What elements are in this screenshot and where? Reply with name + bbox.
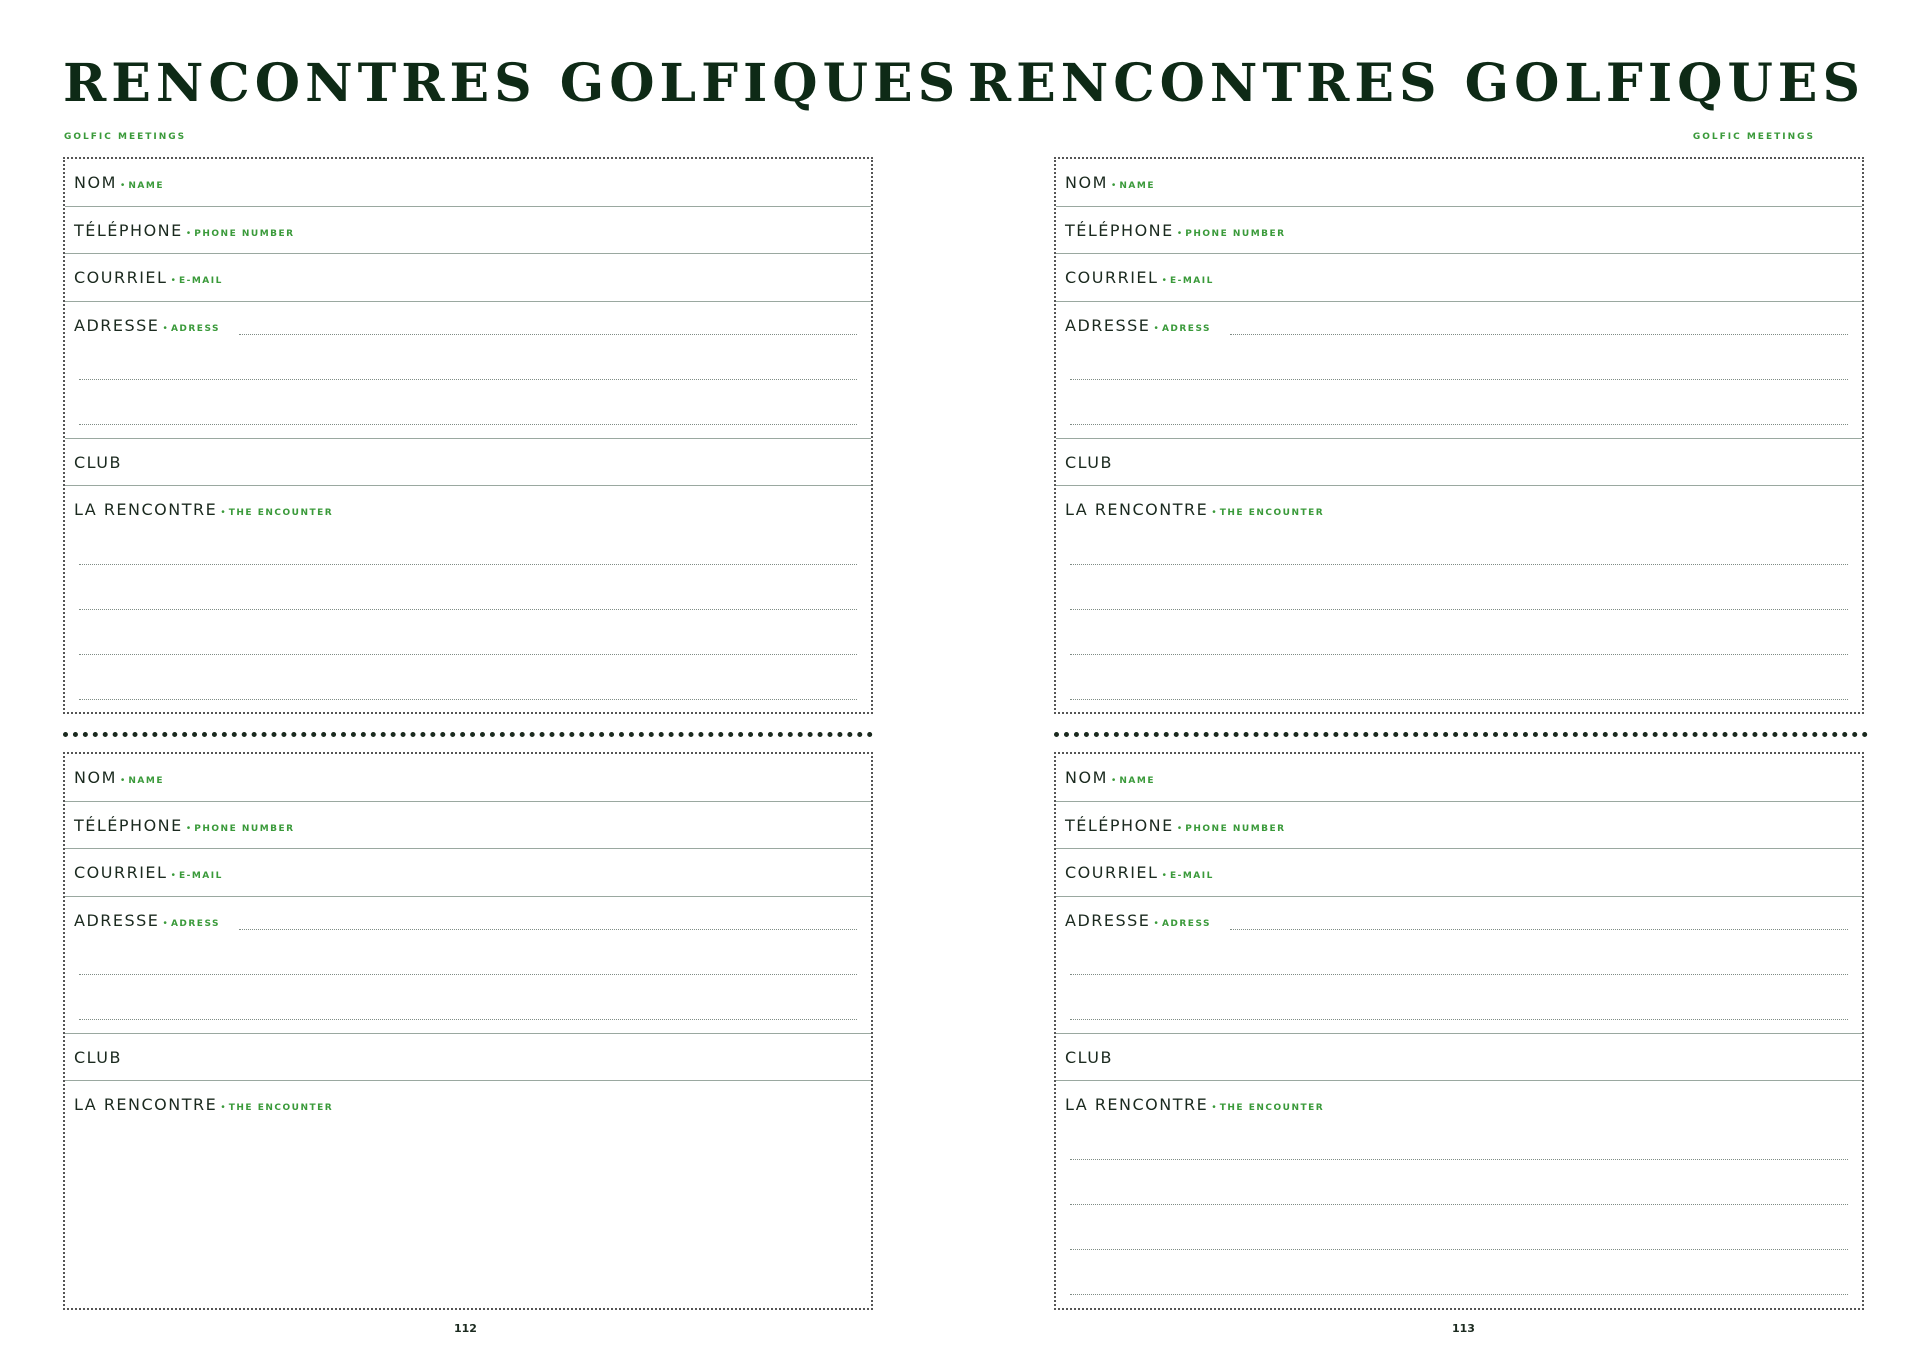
phone-label: TÉLÉPHONE	[74, 815, 183, 835]
encounter-field[interactable]	[65, 486, 871, 715]
address-line[interactable]	[1230, 929, 1848, 930]
encounter-field[interactable]	[1056, 1081, 1862, 1310]
name-field[interactable]	[65, 159, 871, 207]
encounter-line[interactable]	[79, 564, 857, 565]
page-number: 113	[1452, 1322, 1475, 1335]
label-separator: •	[1212, 1102, 1216, 1113]
label-separator: •	[1111, 180, 1116, 191]
address-label: ADRESSE	[1065, 910, 1151, 930]
label-separator: •	[171, 275, 175, 286]
encounter-line[interactable]	[1070, 1249, 1848, 1250]
club-field[interactable]	[65, 439, 871, 487]
page-subtitle: GOLFIC MEETINGS	[64, 132, 187, 142]
name-field[interactable]	[1056, 159, 1862, 207]
email-label-en: E-MAIL	[1169, 276, 1214, 286]
club-label: CLUB	[74, 1047, 122, 1067]
label-separator: •	[163, 917, 167, 929]
address-line[interactable]	[79, 379, 857, 380]
address-line[interactable]	[1070, 379, 1848, 380]
label-separator: •	[1212, 507, 1216, 518]
phone-label-en: PHONE NUMBER	[194, 823, 295, 834]
encounter-field[interactable]	[1056, 486, 1862, 715]
name-field[interactable]	[65, 754, 871, 802]
address-label: ADRESSE	[74, 315, 160, 335]
label-separator: •	[1162, 870, 1166, 881]
phone-label-en: PHONE NUMBER	[194, 228, 295, 239]
encounter-line[interactable]	[1070, 654, 1848, 655]
phone-label-en: PHONE NUMBER	[1185, 228, 1286, 239]
address-label: ADRESSE	[74, 910, 160, 930]
club-field[interactable]	[1056, 1034, 1862, 1082]
address-line[interactable]	[1230, 334, 1848, 335]
address-field[interactable]	[65, 302, 871, 439]
label-separator: •	[171, 870, 175, 881]
label-separator: •	[1177, 822, 1182, 834]
label-separator: •	[1111, 775, 1116, 786]
encounter-label-en: THE ENCOUNTER	[228, 1103, 334, 1113]
phone-field[interactable]	[65, 802, 871, 850]
phone-label: TÉLÉPHONE	[1065, 220, 1174, 240]
address-label-en: ADRESS	[170, 323, 221, 334]
label-separator: •	[1154, 322, 1158, 334]
email-label: COURRIEL	[74, 863, 168, 882]
name-label-en: NAME	[128, 776, 164, 786]
name-label: NOM	[1065, 768, 1108, 787]
address-line[interactable]	[1070, 1019, 1848, 1020]
address-field[interactable]	[1056, 302, 1862, 439]
contact-card	[63, 157, 873, 714]
encounter-label: LA RENCONTRE	[1065, 500, 1209, 519]
encounter-label-en: THE ENCOUNTER	[1219, 508, 1325, 518]
address-line[interactable]	[1070, 974, 1848, 975]
right-page	[960, 0, 1920, 1362]
contact-card	[1054, 752, 1864, 1310]
encounter-line[interactable]	[1070, 699, 1848, 700]
section-divider	[63, 732, 873, 737]
email-field[interactable]	[1056, 254, 1862, 302]
email-field[interactable]	[65, 254, 871, 302]
phone-label: TÉLÉPHONE	[74, 220, 183, 240]
label-separator: •	[163, 322, 167, 334]
encounter-line[interactable]	[1070, 1294, 1848, 1295]
email-label: COURRIEL	[74, 268, 168, 287]
phone-field[interactable]	[1056, 802, 1862, 850]
encounter-line[interactable]	[1070, 609, 1848, 610]
email-label-en: E-MAIL	[1169, 871, 1214, 881]
address-line[interactable]	[239, 334, 857, 335]
phone-field[interactable]	[1056, 207, 1862, 255]
label-separator: •	[1154, 917, 1158, 929]
encounter-label-en: THE ENCOUNTER	[1219, 1103, 1325, 1113]
email-field[interactable]	[1056, 849, 1862, 897]
name-label-en: NAME	[128, 181, 164, 191]
club-label: CLUB	[74, 452, 122, 472]
address-line[interactable]	[79, 974, 857, 975]
name-field[interactable]	[1056, 754, 1862, 802]
page-subtitle: GOLFIC MEETINGS	[1692, 132, 1815, 142]
club-field[interactable]	[65, 1034, 871, 1082]
page-number: 112	[454, 1322, 477, 1335]
encounter-line[interactable]	[1070, 1204, 1848, 1205]
encounter-label: LA RENCONTRE	[74, 500, 218, 519]
address-line[interactable]	[1070, 424, 1848, 425]
club-label: CLUB	[1065, 452, 1113, 472]
page-title: RENCONTRES GOLFIQUES	[967, 53, 1865, 114]
encounter-label: LA RENCONTRE	[74, 1095, 218, 1114]
address-field[interactable]	[1056, 897, 1862, 1034]
address-line[interactable]	[79, 424, 857, 425]
label-separator: •	[221, 1102, 225, 1113]
phone-label: TÉLÉPHONE	[1065, 815, 1174, 835]
encounter-label-en: THE ENCOUNTER	[228, 508, 334, 518]
email-label-en: E-MAIL	[178, 871, 223, 881]
address-label-en: ADRESS	[1161, 918, 1212, 929]
encounter-line[interactable]	[79, 609, 857, 610]
address-label: ADRESSE	[1065, 315, 1151, 335]
contact-card	[1054, 157, 1864, 714]
email-label-en: E-MAIL	[178, 276, 223, 286]
address-line[interactable]	[79, 1019, 857, 1020]
encounter-line[interactable]	[79, 654, 857, 655]
contact-card	[63, 752, 873, 1310]
encounter-label: LA RENCONTRE	[1065, 1095, 1209, 1114]
club-label: CLUB	[1065, 1047, 1113, 1067]
label-separator: •	[120, 180, 125, 191]
label-separator: •	[186, 227, 191, 239]
encounter-line[interactable]	[1070, 1159, 1848, 1160]
name-label: NOM	[74, 768, 117, 787]
encounter-field[interactable]	[65, 1081, 871, 1310]
name-label: NOM	[74, 173, 117, 192]
address-label-en: ADRESS	[1161, 323, 1212, 334]
phone-label-en: PHONE NUMBER	[1185, 823, 1286, 834]
label-separator: •	[1177, 227, 1182, 239]
email-field[interactable]	[65, 849, 871, 897]
name-label-en: NAME	[1119, 181, 1155, 191]
label-separator: •	[221, 507, 225, 518]
club-field[interactable]	[1056, 439, 1862, 487]
address-label-en: ADRESS	[170, 918, 221, 929]
label-separator: •	[120, 775, 125, 786]
address-field[interactable]	[65, 897, 871, 1034]
email-label: COURRIEL	[1065, 268, 1159, 287]
name-label: NOM	[1065, 173, 1108, 192]
address-line[interactable]	[239, 929, 857, 930]
email-label: COURRIEL	[1065, 863, 1159, 882]
label-separator: •	[1162, 275, 1166, 286]
section-divider	[1054, 732, 1868, 737]
encounter-line[interactable]	[79, 699, 857, 700]
encounter-line[interactable]	[1070, 564, 1848, 565]
page-title: RENCONTRES GOLFIQUES	[63, 53, 961, 114]
name-label-en: NAME	[1119, 776, 1155, 786]
phone-field[interactable]	[65, 207, 871, 255]
label-separator: •	[186, 822, 191, 834]
